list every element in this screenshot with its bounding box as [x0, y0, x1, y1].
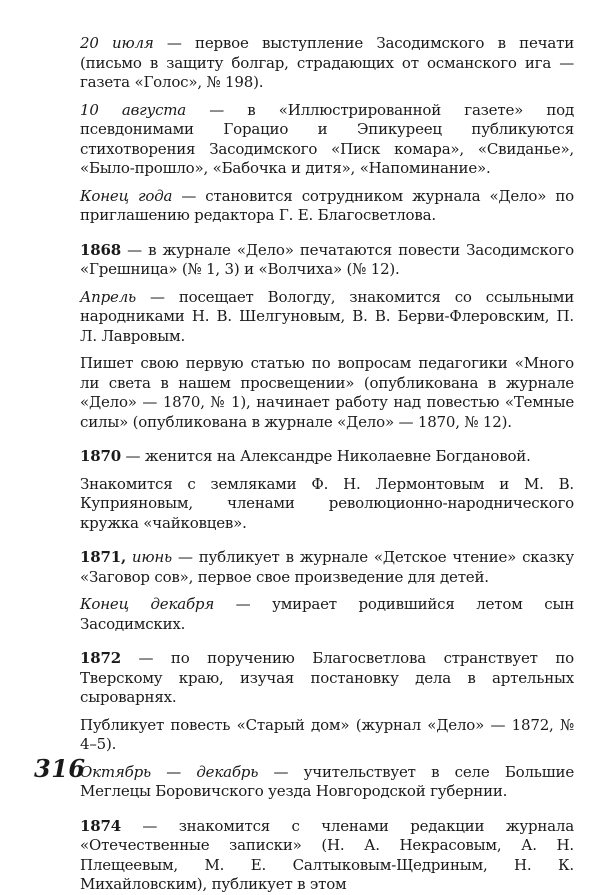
- entry-text: — знакомится с членами редакции журнала «Отечественные записки» (Н. А. Некрасовым, А. Н. Плещеевым, М. Е. Салтыковым-Щедриным, Н. К. Михайловским), публикует в этом: [80, 816, 574, 893]
- page-number: 316: [34, 754, 86, 783]
- entry-1874: [80, 817, 574, 895]
- entry-old-house: [80, 716, 574, 755]
- entry-1870: [80, 447, 574, 467]
- entry-1871: [80, 548, 574, 587]
- entry-chaikovtsy: [80, 475, 574, 534]
- entry-text: — женится на Александре Николаевне Богдановой.: [120, 447, 531, 465]
- entry-lead: Апрель: [80, 287, 137, 306]
- year-heading: 1868: [80, 240, 121, 259]
- entry-first-article: [80, 354, 574, 432]
- entry-text: — в «Иллюстрированной газете» под псевдонимами Горацио и Эпикуреец публикуются стихотворения Засодимского «Писк комара», «Свиданье», «Было-прошло», «Бабочка и дитя», «Напоминание».: [80, 100, 574, 177]
- entry-1868: [80, 241, 574, 280]
- entry-text: — по поручению Благосветлова странствует по Тверскому краю, изучая постановку дела в артельных сыроварнях.: [80, 649, 574, 706]
- year-heading: 1874: [80, 816, 121, 835]
- entry-1869-aug-10: [80, 101, 574, 179]
- entry-end-of-year: [80, 187, 574, 226]
- entry-text: — первое выступление Засодимского в печати (письмо в защиту болгар, страдающих от османского ига — газета «Голос», № 198).: [80, 34, 574, 91]
- entry-lead: июнь: [125, 548, 173, 566]
- entry-oct-dec: [80, 763, 574, 802]
- entry-lead: 10 августа: [80, 100, 187, 119]
- year-heading: 1870: [80, 447, 121, 465]
- entry-text: — публикует в журнале «Детское чтение» сказку «Заговор сов», первое свое произведение для детей.: [80, 548, 574, 586]
- entry-text: — учительствует в селе Большие Меглецы Боровичского уезда Новгородской губернии.: [80, 762, 574, 800]
- entry-lead: Конец декабря: [80, 595, 215, 613]
- entry-text: — становится сотрудником журнала «Дело» по приглашению редактора Г. Е. Благосветлова.: [80, 186, 574, 224]
- entry-text: — посещает Вологду, знакомится со ссыльными народниками Н. В. Шелгуновым, В. В. Берви-Флеровским, П. Л. Лавровым.: [80, 287, 574, 345]
- entry-april: [80, 288, 574, 347]
- entry-end-of-december: [80, 595, 574, 634]
- year-heading: 1872: [80, 649, 121, 667]
- entry-1869-july-20: [80, 34, 574, 93]
- entry-text: — умирает родившийся летом сын Засодимских.: [80, 595, 574, 633]
- entry-1872: [80, 649, 574, 708]
- entry-lead: Конец года: [80, 186, 173, 205]
- entry-lead: Октябрь — декабрь: [80, 762, 259, 781]
- entry-lead: 20 июля: [80, 34, 154, 52]
- entry-text: — в журнале «Дело» печатаются повести Засодимского «Грешница» (№ 1, 3) и «Волчиха» (№ 12).: [80, 240, 574, 278]
- page-body: [80, 34, 574, 895]
- entry-text: Публикует повесть «Старый дом» (журнал «Дело» — 1872, № 4–5).: [80, 715, 574, 753]
- entry-text: Знакомится с земляками Ф. Н. Лермонтовым и М. В. Куприяновым, членами революционно-народнического кружка «чайковцев».: [80, 474, 574, 532]
- entry-text: Пишет свою первую статью по вопросам педагогики «Много ли света в нашем просвещении» (опубликована в журнале «Дело» — 1870, № 1), начинает работу над повестью «Темные силы» (опубликована в журнале «Дело» — 1870, № 12).: [80, 354, 574, 431]
- year-heading: 1871,: [80, 548, 126, 566]
